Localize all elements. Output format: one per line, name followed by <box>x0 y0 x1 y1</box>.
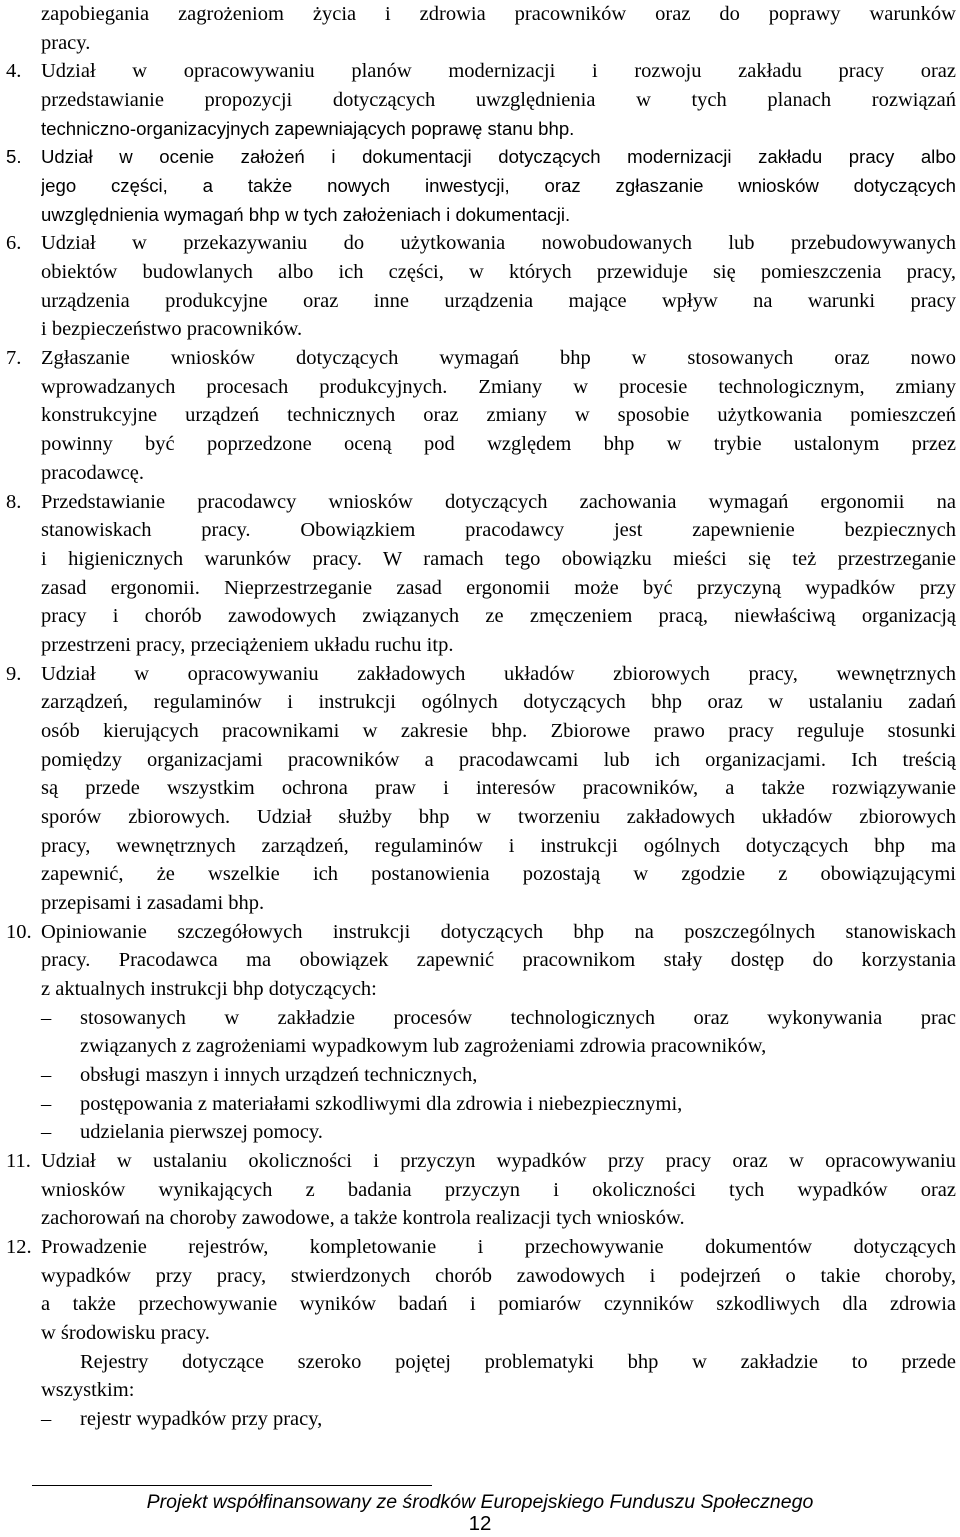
text-line: pracy. Pracodawca ma obowiązek zapewnić pracownikom stały dostęp do korzystania <box>41 949 956 971</box>
dash-bullet: – <box>41 1121 52 1143</box>
list-item-number: 8. Przedstawianie pracodawcy wniosków dotyczących zachowania wymagań ergonomii na <box>0 488 960 517</box>
text-line: przepisami i zasadami bhp. <box>41 892 265 914</box>
text-line: zarządzeń, regulaminów i instrukcji ogólnych dotyczących bhp oraz w ustalaniu zadań <box>41 691 956 713</box>
text-line: Przedstawianie pracodawcy wniosków dotyczących zachowania wymagań ergonomii na <box>41 491 956 513</box>
bullet-item: – obsługi maszyn i innych urządzeń technicznych, <box>0 1061 960 1090</box>
text-line: jego części, a także nowych inwestycji, oraz zgłaszanie wniosków dotyczących <box>41 175 956 196</box>
text-line: Prowadzenie rejestrów, kompletowanie i przechowywanie dokumentów dotyczących <box>41 1236 956 1258</box>
text-line: wypadków przy pracy, stwierdzonych chorób zawodowych i podejrzeń o takie choroby, <box>41 1265 956 1287</box>
text-line: Udział w opracowywaniu zakładowych układów zbiorowych pracy, wewnętrznych <box>41 663 956 685</box>
dash-bullet: – <box>41 1064 52 1086</box>
bullet-item: – postępowania z materiałami szkodliwymi dla zdrowia i niebezpiecznymi, <box>0 1090 960 1119</box>
list-item-number: 11. Udział w ustalaniu okoliczności i przyczyn wypadków przy pracy oraz w opracowywaniu <box>0 1147 960 1176</box>
text-line: i higienicznych warunków pracy. W ramach tego obowiązku mieści się też przestrzeganie <box>41 548 956 570</box>
bullet-item: – rejestr wypadków przy pracy, <box>0 1405 960 1434</box>
text-line: pracy i chorób zawodowych związanych ze zmęczeniem pracą, niewłaściwą organizacją <box>41 605 956 627</box>
text-line: pracy. <box>41 32 91 54</box>
text-line: Udział w ustalaniu okoliczności i przyczyn wypadków przy pracy oraz w opracowywaniu <box>41 1150 956 1172</box>
text-line: Udział w ocenie założeń i dokumentacji dotyczących modernizacji zakładu pracy albo <box>41 146 956 167</box>
text-line: pracodawcę. <box>41 462 145 484</box>
text-line: pomiędzy organizacjami pracowników a pracodawcami lub ich organizacjami. Ich treścią <box>41 749 956 771</box>
text-line: przedstawianie propozycji dotyczących uwzględnienia w tych planach rozwiązań <box>41 89 956 111</box>
text-line: i bezpieczeństwo pracowników. <box>41 318 303 340</box>
text-line: Udział w opracowywaniu planów modernizacji i rozwoju zakładu pracy oraz <box>41 60 956 82</box>
text-line: wniosków wynikających z badania przyczyn i okoliczności tych wypadków oraz <box>41 1179 956 1201</box>
text-line: konstrukcyjne urządzeń technicznych oraz zmiany w sposobie użytkowania pomieszczeń <box>41 404 956 426</box>
text-line: z aktualnych instrukcji bhp dotyczących: <box>41 978 377 1000</box>
list-item-number: 9. Udział w opracowywaniu zakładowych układów zbiorowych pracy, wewnętrznych <box>0 660 960 689</box>
text-line: sporów zbiorowych. Udział służby bhp w tworzeniu zakładowych układów zbiorowych <box>41 806 956 828</box>
text-line: osób kierujących pracownikami w zakresie bhp. Zbiorowe prawo pracy reguluje stosunki <box>41 720 956 742</box>
list-item-number: 6. Udział w przekazywaniu do użytkowania nowobudowanych lub przebudowywanych <box>0 229 960 258</box>
text-line: przestrzeni pracy, przeciążeniem układu ruchu itp. <box>41 634 454 656</box>
dash-bullet: – <box>41 1093 52 1115</box>
paragraph-line: Rejestry dotyczące szeroko pojętej problematyki bhp w zakładzie to przede <box>80 1351 956 1373</box>
text-line: obiektów budowlanych albo ich części, w których przewiduje się pomieszczenia pracy, <box>41 261 956 283</box>
dash-bullet: – <box>41 1408 52 1430</box>
text-line: są przede wszystkim ochrona praw i interesów pracowników, a także rozwiązywanie <box>41 777 956 799</box>
text-line: Zgłaszanie wniosków dotyczących wymagań bhp w stosowanych oraz nowo <box>41 347 956 369</box>
text-line: pracy, wewnętrznych zarządzeń, regulaminów i instrukcji ogólnych dotyczących bhp ma <box>41 835 956 857</box>
list-item-number: 4. Udział w opracowywaniu planów modernizacji i rozwoju zakładu pracy oraz <box>0 57 960 86</box>
text-line: uwzględnienia wymagań bhp w tych założeniach i dokumentacji. <box>41 204 571 225</box>
footer-divider <box>32 1485 432 1486</box>
text-line: techniczno-organizacyjnych zapewniających poprawę stanu bhp. <box>41 118 575 139</box>
text-line: a także przechowywanie wyników badań i pomiarów czynników szkodliwych dla zdrowia <box>41 1293 956 1315</box>
text-line: związanych z zagrożeniami wypadkowym lub zagrożeniami zdrowia pracowników, <box>80 1035 767 1057</box>
text-line: wprowadzanych procesach produkcyjnych. Zmiany w procesie technologicznym, zmiany <box>41 376 956 398</box>
text-line: powinny być poprzedzone oceną pod względem bhp w trybie ustalonym przez <box>41 433 956 455</box>
list-item-number: 7. Zgłaszanie wniosków dotyczących wymagań bhp w stosowanych oraz nowo <box>0 344 960 373</box>
text-line: urządzenia produkcyjne oraz inne urządzenia mające wpływ na warunki pracy <box>41 290 956 312</box>
text-line: zachorowań na choroby zawodowe, a także kontrola realizacji tych wniosków. <box>41 1207 685 1229</box>
dash-bullet: – <box>41 1007 52 1029</box>
page-number: 12 <box>468 1512 492 1535</box>
bullet-item: – udzielania pierwszej pomocy. <box>0 1118 960 1147</box>
paragraph-line: wszystkim: <box>41 1379 135 1401</box>
text-line: Udział w przekazywaniu do użytkowania nowobudowanych lub przebudowywanych <box>41 232 956 254</box>
text-line: Opiniowanie szczegółowych instrukcji dotyczących bhp na poszczególnych stanowiskach <box>41 921 956 943</box>
list-item-number: 10. Opiniowanie szczegółowych instrukcji dotyczących bhp na poszczególnych stanowiskach <box>0 918 960 947</box>
text-line: stanowiskach pracy. Obowiązkiem pracodawcy jest zapewnienie bezpiecznych <box>41 519 956 541</box>
text-line: zapewnić, że wszelkie ich postanowienia pozostają w zgodzie z obowiązującymi <box>41 863 956 885</box>
text-line: w środowisku pracy. <box>41 1322 210 1344</box>
bullet-item: – stosowanych w zakładzie procesów technologicznych oraz wykonywania prac <box>0 1004 960 1033</box>
text-line: zapobiegania zagrożeniom życia i zdrowia pracowników oraz do poprawy warunków <box>41 3 956 25</box>
list-item-number: 5. Udział w ocenie założeń i dokumentacji dotyczących modernizacji zakładu pracy albo <box>0 143 960 172</box>
text-line: zasad ergonomii. Nieprzestrzeganie zasad ergonomii może być przyczyną wypadków przy <box>41 577 956 599</box>
footer-text: Projekt współfinansowany ze środków Europejskiego Funduszu Społecznego <box>146 1491 814 1513</box>
list-item-number: 12. Prowadzenie rejestrów, kompletowanie i przechowywanie dokumentów dotyczących <box>0 1233 960 1262</box>
